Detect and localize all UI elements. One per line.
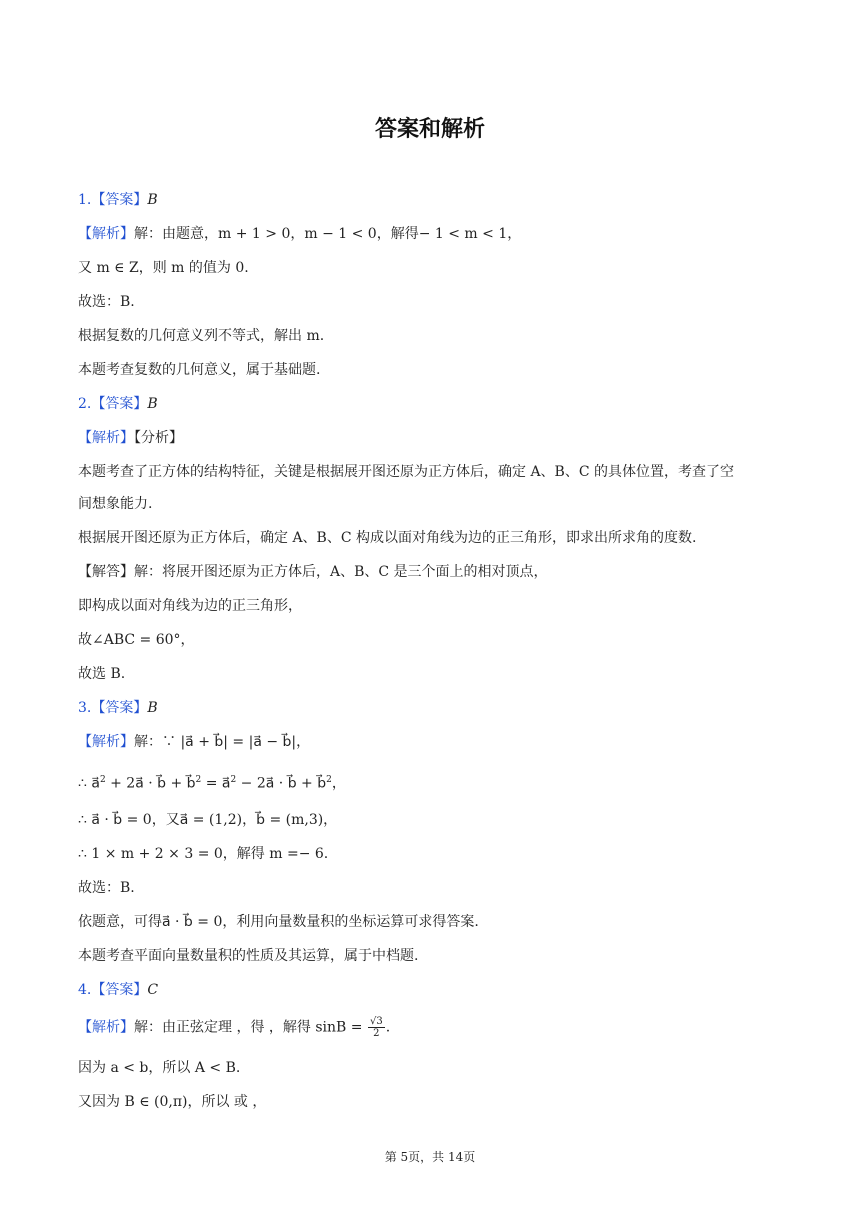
q1-line-2: 又 m ∈ Z，则 m 的值为 0.	[78, 260, 249, 276]
q4-answer-line	[78, 980, 158, 1000]
q3-line-3: ∴ a⃗ · b⃗ = 0，又a⃗ = (1,2)，b⃗ = (m,3)，	[78, 812, 338, 828]
q4-frac-den: 2	[373, 1028, 380, 1039]
q3-analysis-line	[78, 732, 310, 752]
q4-frac-num: √3	[369, 1016, 383, 1027]
q3-line-2	[78, 770, 346, 794]
q4-line-3: 又因为 B ∈ (0,π)，所以 或 ，	[78, 1094, 267, 1110]
q4-analysis-text: 解：由正弦定理 ，得 ，解得 sinB =	[134, 1019, 367, 1036]
q2-jieda-line	[78, 562, 548, 582]
q4-answer-tag: 【答案】	[91, 982, 148, 998]
q3-l2b: + 2a⃗ · b⃗ + b⃗	[105, 775, 196, 792]
q3-sq-4: 2	[326, 775, 332, 785]
q3-l2d: − 2a⃗ · b⃗ + b⃗	[236, 775, 327, 792]
q4-analysis-line	[78, 1016, 390, 1039]
q2-jieda-tag: 【解答】	[78, 564, 134, 580]
q2-answer-tag: 【答案】	[91, 396, 148, 412]
q4-number: 4.	[78, 982, 92, 998]
page-title: 答案和解析	[374, 117, 485, 142]
q1-answer-tag: 【答案】	[91, 192, 148, 208]
q4-answer: C	[147, 982, 159, 998]
q2-answer: B	[147, 396, 158, 412]
q1-answer-line	[78, 190, 158, 210]
q3-line-7: 本题考查平面向量数量积的性质及其运算，属于中档题.	[78, 948, 419, 964]
q2-line-7: 故选 B.	[78, 666, 126, 682]
q2-line-5: 即构成以面对角线为边的正三角形，	[78, 598, 302, 614]
q2-number: 2.	[78, 396, 92, 412]
q1-analysis-tag: 【解析】	[78, 226, 134, 242]
q2-line-2: 间想象能力.	[78, 496, 153, 512]
q1-analysis-line	[78, 224, 521, 244]
q1-line-3: 故选：B.	[78, 294, 135, 310]
q2-jieda-text: 解：将展开图还原为正方体后，A、B、C 是三个面上的相对顶点，	[134, 564, 548, 580]
q3-analysis-text: 解：∵ |a⃗ + b⃗| = |a⃗ − b⃗|，	[134, 734, 311, 750]
q3-sq-1: 2	[99, 775, 106, 785]
q2-analysis-line	[78, 428, 183, 448]
q3-answer: B	[147, 700, 158, 716]
q3-line-6: 依题意，可得a⃗ · b⃗ = 0，利用向量数量积的坐标运算可求得答案.	[78, 914, 479, 930]
q3-sq-3: 2	[230, 775, 237, 785]
q3-number: 3.	[78, 700, 92, 716]
q1-number: 1.	[78, 192, 92, 208]
q1-answer: B	[147, 192, 158, 208]
q3-sq-2: 2	[195, 775, 202, 785]
q3-line-5: 故选：B.	[78, 880, 135, 896]
q3-l2a: ∴ a⃗	[78, 775, 100, 792]
q4-fraction	[368, 1016, 385, 1039]
q3-analysis-tag: 【解析】	[78, 734, 134, 750]
page-footer: 第 5页，共 14页	[384, 1150, 476, 1164]
q3-answer-line	[78, 698, 158, 718]
q3-l2c: = a⃗	[201, 775, 231, 792]
q3-l2e: ，	[331, 775, 346, 792]
q2-line-3: 根据展开图还原为正方体后，确定 A、B、C 构成以面对角线为边的正三角形，即求出所求角的度数.	[78, 530, 697, 546]
q1-line-4: 根据复数的几何意义列不等式，解出 m.	[78, 328, 325, 344]
q2-analysis-tag: 【解析】	[78, 430, 134, 446]
q4-analysis-tag: 【解析】	[78, 1019, 134, 1036]
q2-fenxi-tag: 【分析】	[134, 430, 183, 446]
q1-line-5: 本题考查复数的几何意义，属于基础题.	[78, 362, 321, 378]
q2-line-6: 故∠ABC = 60°，	[78, 632, 195, 648]
q2-answer-line	[78, 394, 158, 414]
q3-answer-tag: 【答案】	[91, 700, 148, 716]
q1-analysis-text: 解：由题意，m + 1 > 0，m − 1 < 0，解得− 1 < m < 1，	[134, 226, 522, 242]
q4-line-2: 因为 a < b，所以 A < B.	[78, 1060, 241, 1076]
q2-line-1: 本题考查了正方体的结构特征，关键是根据展开图还原为正方体后，确定 A、B、C 的具体位置，考查了空	[78, 464, 735, 480]
q4-period: .	[385, 1019, 391, 1036]
q3-line-4: ∴ 1 × m + 2 × 3 = 0，解得 m =− 6.	[78, 846, 329, 862]
